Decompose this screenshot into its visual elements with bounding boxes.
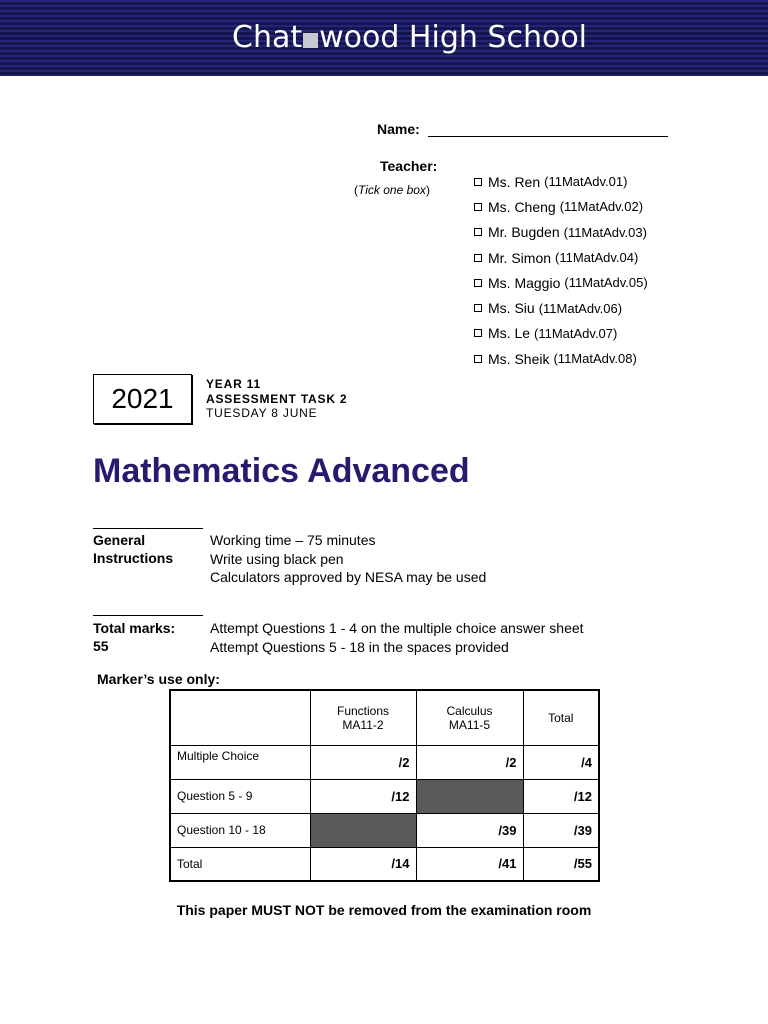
col-calculus: Calculus MA11-5 xyxy=(416,690,523,745)
total-marks-label: Total marks: 55 xyxy=(93,620,176,654)
checkbox-icon[interactable] xyxy=(474,355,482,363)
col-total: Total xyxy=(523,690,599,745)
row-label: Multiple Choice xyxy=(170,745,310,779)
mark-cell[interactable]: /4 xyxy=(523,745,599,779)
table-row xyxy=(170,745,599,779)
mark-cell[interactable]: /12 xyxy=(310,779,416,813)
teacher-option[interactable]: Mr. Bugden (11MatAdv.03) xyxy=(474,220,648,245)
col-functions: Functions MA11-2 xyxy=(310,690,416,745)
general-instructions-label: General Instructions xyxy=(93,532,174,566)
mark-cell[interactable]: /41 xyxy=(416,847,523,881)
teacher-option[interactable]: Mr. Simon (11MatAdv.04) xyxy=(474,245,648,270)
divider xyxy=(93,615,203,616)
name-field xyxy=(377,121,668,137)
divider xyxy=(93,528,203,529)
teacher-option[interactable]: Ms. Ren (11MatAdv.01) xyxy=(474,169,648,194)
table-corner-cell xyxy=(170,690,310,745)
checkbox-icon[interactable] xyxy=(474,203,482,211)
mark-cell[interactable]: /12 xyxy=(523,779,599,813)
checkbox-icon[interactable] xyxy=(474,279,482,287)
teacher-option[interactable]: Ms. Sheik (11MatAdv.08) xyxy=(474,346,648,371)
checkbox-icon[interactable] xyxy=(474,178,482,186)
instruction-item: Working time – 75 minutes xyxy=(210,532,376,548)
mark-cell[interactable]: /2 xyxy=(310,745,416,779)
mark-cell[interactable]: /14 xyxy=(310,847,416,881)
row-label: Question 5 - 9 xyxy=(170,779,310,813)
marks-table xyxy=(169,689,600,882)
instruction-item: Write using black pen xyxy=(210,550,344,567)
table-row xyxy=(170,813,599,847)
checkbox-icon[interactable] xyxy=(474,228,482,236)
shaded-cell xyxy=(310,813,416,847)
total-marks-value: 55 xyxy=(93,637,109,654)
header-banner xyxy=(0,0,768,76)
teacher-option[interactable]: Ms. Cheng (11MatAdv.02) xyxy=(474,194,648,219)
teacher-option[interactable]: Ms. Le (11MatAdv.07) xyxy=(474,321,648,346)
instruction-item: Calculators approved by NESA may be used xyxy=(210,569,487,585)
mark-cell[interactable]: /55 xyxy=(523,847,599,881)
mark-cell[interactable]: /2 xyxy=(416,745,523,779)
total-marks-instructions xyxy=(210,619,584,656)
checkbox-icon[interactable] xyxy=(474,329,482,337)
checkbox-icon[interactable] xyxy=(474,254,482,262)
name-input-line[interactable] xyxy=(428,122,668,137)
name-label: Name: xyxy=(377,121,420,137)
teacher-label: Teacher: xyxy=(380,158,438,174)
mark-cell[interactable]: /39 xyxy=(416,813,523,847)
school-name: Chat wood High School xyxy=(232,20,588,55)
mark-cell[interactable]: /39 xyxy=(523,813,599,847)
row-label: Total xyxy=(170,847,310,881)
year-box: 2021 xyxy=(93,374,192,424)
instruction-item: Attempt Questions 5 - 18 in the spaces provided xyxy=(210,638,509,655)
teacher-option[interactable]: Ms. Maggio (11MatAdv.05) xyxy=(474,270,648,295)
row-label: Question 10 - 18 xyxy=(170,813,310,847)
table-header-row xyxy=(170,690,599,745)
instruction-item: Attempt Questions 1 - 4 on the multiple choice answer sheet xyxy=(210,620,584,636)
teacher-option[interactable]: Ms. Siu (11MatAdv.06) xyxy=(474,295,648,320)
tick-note: (Tick one box) xyxy=(354,183,430,197)
exam-title: Mathematics Advanced xyxy=(93,452,470,490)
checkbox-icon[interactable] xyxy=(474,304,482,312)
shaded-cell xyxy=(416,779,523,813)
general-instructions-list xyxy=(210,531,486,587)
exam-level: YEAR 11 xyxy=(206,377,261,391)
school-logo-icon xyxy=(303,33,318,48)
exam-task: ASSESSMENT TASK 2 xyxy=(206,391,348,406)
exam-date: TUESDAY 8 JUNE xyxy=(206,406,318,420)
exam-info xyxy=(206,377,347,421)
teacher-list xyxy=(474,169,648,371)
exam-room-notice: This paper MUST NOT be removed from the examination room xyxy=(176,902,592,918)
marker-use-label: Marker’s use only: xyxy=(97,671,220,687)
table-row xyxy=(170,847,599,881)
table-row xyxy=(170,779,599,813)
